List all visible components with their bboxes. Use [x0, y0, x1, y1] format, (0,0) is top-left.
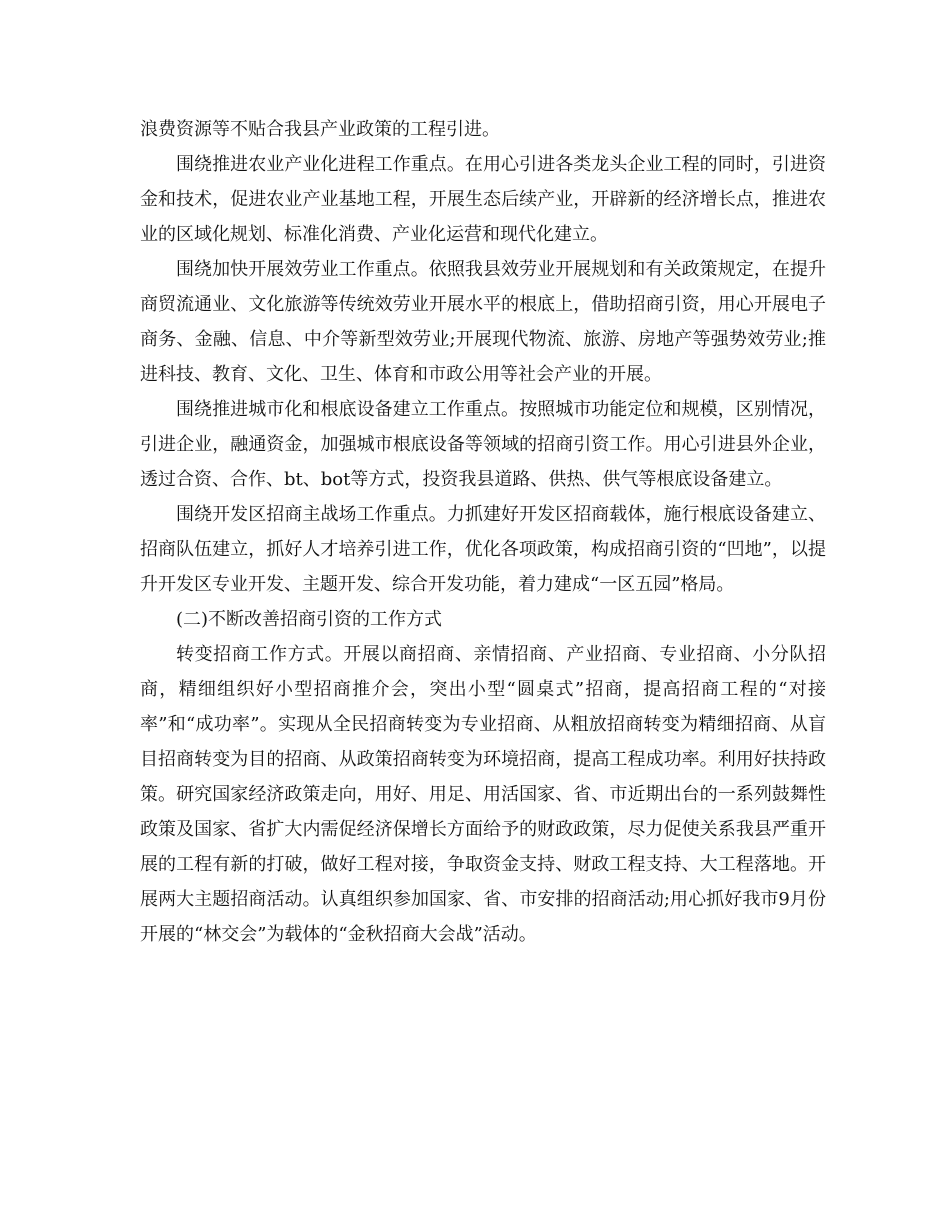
paragraph-1: 浪费资源等不贴合我县产业政策的工程引进。 — [140, 119, 500, 140]
paragraph-3: 围绕加快开展效劳业工作重点。依照我县效劳业开展规划和有关政策规定，在提升商贸流通业、文化旅游等传统效劳业开展水平的根底上，借助招商引资，用心开展电子商务、金融、信息、中介等新型效劳业;开展现代物流、旅游、房地产等强势效劳业;推进科技、教育、文化、卫生、体育和市政公用等社会产业的开展。 — [140, 259, 826, 385]
paragraph-2: 围绕推进农业产业化进程工作重点。在用心引进各类龙头企业工程的同时，引进资金和技术，促进农业产业基地工程，开展生态后续产业，开辟新的经济增长点，推进农业的区域化规划、标准化消费、产业化运营和现代化建立。 — [140, 154, 826, 245]
paragraph-6: 转变招商工作方式。开展以商招商、亲情招商、产业招商、专业招商、小分队招商，精细组织好小型招商推介会，突出小型“圆桌式”招商，提高招商工程的“对接率”和“成功率”。实现从全民招商转变为专业招商、从粗放招商转变为精细招商、从盲目招商转变为目的招商、从政策招商转变为环境招商，提高工程成功率。利用好扶持政策。研究国家经济政策走向，用好、用足、用活国家、省、市近期出台的一系列鼓舞性政策及国家、省扩大内需促经济保增长方面给予的财政政策，尽力促使关系我县严重开展的工程有新的打破，做好工程对接，争取资金支持、财政工程支持、大工程落地。开展两大主题招商活动。认真组织参加国家、省、市安排的招商活动;用心抓好我市9月份开展的“林交会”为载体的“金秋招商大会战”活动。 — [140, 644, 826, 945]
section-heading: (二)不断改善招商引资的工作方式 — [176, 609, 443, 630]
paragraph-4: 围绕推进城市化和根底设备建立工作重点。按照城市功能定位和规模，区别情况，引进企业，融通资金，加强城市根底设备等领域的招商引资工作。用心引进县外企业，透过合资、合作、bt、bot等方式，投资我县道路、供热、供气等根底设备建立。 — [140, 399, 826, 490]
paragraph-5: 围绕开发区招商主战场工作重点。力抓建好开发区招商载体，施行根底设备建立、招商队伍建立，抓好人才培养引进工作，优化各项政策，构成招商引资的“凹地”，以提升开发区专业开发、主题开发、综合开发功能，着力建成“一区五园”格局。 — [140, 504, 826, 595]
